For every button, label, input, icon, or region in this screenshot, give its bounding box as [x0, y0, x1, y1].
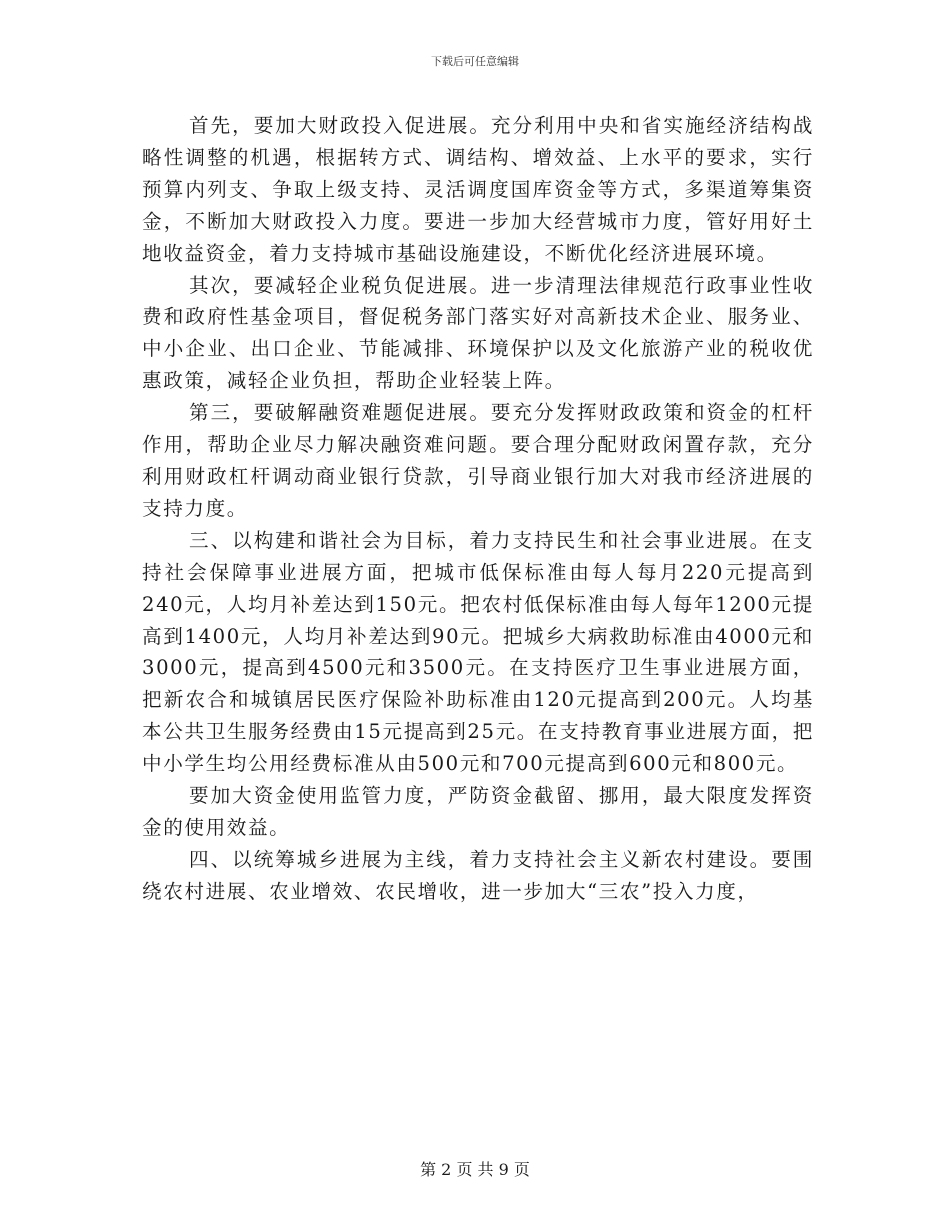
- page-header-note: 下载后可任意编辑: [431, 55, 519, 68]
- page-number: 第 2 页 共 9 页: [420, 1160, 530, 1179]
- paragraph-rural-development: 四、以统筹城乡进展为主线，着力支持社会主义新农村建设。要围绕农村进展、农业增效、农民增收，进一步加大“三农”投入力度，: [142, 847, 814, 903]
- paragraph-fund-supervision: 要加大资金使用监管力度，严防资金截留、挪用，最大限度发挥资金的使用效益。: [142, 784, 814, 839]
- paragraph-fiscal-investment: 首先，要加大财政投入促进展。充分利用中央和省实施经济结构战略性调整的机遇，根据转方式、调结构、增效益、上水平的要求，实行预算内列支、争取上级支持、灵活调度国库资金等方式，多渠道筹集资金，不断加大财政投入力度。要进一步加大经营城市力度，管好用好土地收益资金，着力支持城市基础设施建设，不断优化经济进展环境。: [142, 114, 814, 265]
- document-body: [142, 110, 814, 908]
- paragraph-social-welfare: 三、以构建和谐社会为目标，着力支持民生和社会事业进展。在支持社会保障事业进展方面，把城市低保标准由每人每月220元提高到240元，人均月补差达到150元。把农村低保标准由每人每年1200元提高到1400元，人均月补差达到90元。把城乡大病救助标准由4000元和3000元，提高到4500元和3500元。在支持医疗卫生事业进展方面，把新农合和城镇居民医疗保险补助标准由120元提高到200元。人均基本公共卫生服务经费由15元提高到25元。在支持教育事业进展方面，把中小学生均公用经费标准从由500元和700元提高到600元和800元。: [142, 528, 814, 776]
- paragraph-tax-relief: 其次，要减轻企业税负促进展。进一步清理法律规范行政事业性收费和政府性基金项目，督促税务部门落实好对高新技术企业、服务业、中小企业、出口企业、节能减排、环境保护以及文化旅游产业的税收优惠政策，减轻企业负担，帮助企业轻装上阵。: [142, 273, 814, 393]
- paragraph-financing: 第三，要破解融资难题促进展。要充分发挥财政政策和资金的杠杆作用，帮助企业尽力解决融资难问题。要合理分配财政闲置存款，充分利用财政杠杆调动商业银行贷款，引导商业银行加大对我市经济进展的支持力度。: [142, 401, 814, 520]
